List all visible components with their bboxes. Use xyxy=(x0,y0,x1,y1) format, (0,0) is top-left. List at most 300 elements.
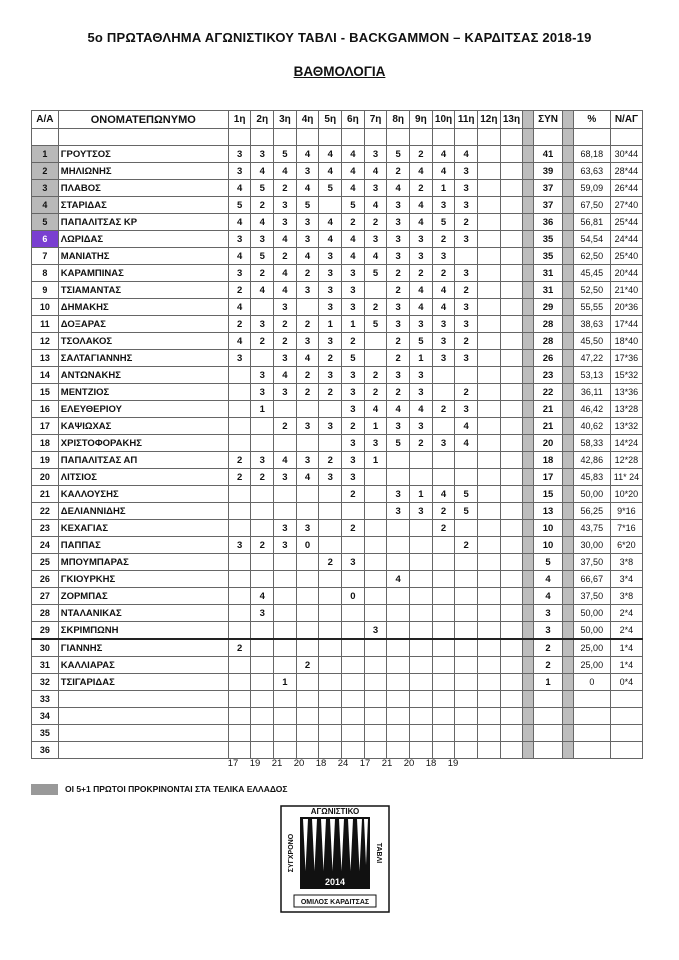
score-cell xyxy=(455,657,478,674)
round-count: 18 xyxy=(315,758,327,769)
percent-cell xyxy=(573,725,610,742)
score-cell xyxy=(500,657,523,674)
score-cell: 2 xyxy=(455,537,478,554)
table-row xyxy=(32,350,643,367)
score-cell xyxy=(410,708,433,725)
table-row xyxy=(32,622,643,640)
separator-column xyxy=(563,350,573,367)
score-cell: 3 xyxy=(251,367,274,384)
score-cell: 3 xyxy=(432,248,455,265)
score-cell: 3 xyxy=(364,146,387,163)
score-cell: 3 xyxy=(455,265,478,282)
rank-cell: 29 xyxy=(32,622,59,640)
player-name-cell: ΠΑΠΑΛΙΤΣΑΣ ΑΠ xyxy=(58,452,228,469)
score-cell xyxy=(410,554,433,571)
table-row xyxy=(32,486,643,503)
col-header-round-10: 10η xyxy=(432,111,455,129)
score-cell: 2 xyxy=(364,384,387,401)
score-cell: 3 xyxy=(296,163,319,180)
score-cell: 3 xyxy=(387,503,410,520)
col-header-name: ΟΝΟΜΑΤΕΠΩΝΥΜΟ xyxy=(58,111,228,129)
separator-column xyxy=(523,231,533,248)
player-name-cell: ΝΤΑΛΑΝΙΚΑΣ xyxy=(58,605,228,622)
col-header-round-11: 11η xyxy=(455,111,478,129)
score-cell: 2 xyxy=(251,469,274,486)
score-cell: 4 xyxy=(455,418,478,435)
table-row xyxy=(32,401,643,418)
table-row xyxy=(32,197,643,214)
ratio-cell: 17*36 xyxy=(610,350,642,367)
score-cell xyxy=(319,639,342,657)
score-cell: 3 xyxy=(364,180,387,197)
score-cell: 1 xyxy=(274,674,297,691)
total-cell: 29 xyxy=(533,299,563,316)
player-name-cell: ΠΛΑΒΟΣ xyxy=(58,180,228,197)
total-cell: 2 xyxy=(533,657,563,674)
player-name-cell xyxy=(58,742,228,759)
ratio-cell: 17*44 xyxy=(610,316,642,333)
score-cell: 3 xyxy=(432,333,455,350)
score-cell xyxy=(364,708,387,725)
score-cell xyxy=(455,248,478,265)
score-cell xyxy=(478,691,501,708)
score-cell xyxy=(296,588,319,605)
score-cell xyxy=(500,248,523,265)
col-header-round-2: 2η xyxy=(251,111,274,129)
percent-cell: 68,18 xyxy=(573,146,610,163)
total-cell: 10 xyxy=(533,520,563,537)
score-cell xyxy=(410,657,433,674)
score-cell xyxy=(500,742,523,759)
score-cell xyxy=(364,588,387,605)
separator-column xyxy=(563,554,573,571)
separator-column xyxy=(563,299,573,316)
score-cell xyxy=(387,657,410,674)
score-cell: 4 xyxy=(274,231,297,248)
score-cell xyxy=(478,231,501,248)
score-cell xyxy=(478,537,501,554)
rank-cell: 33 xyxy=(32,691,59,708)
score-cell xyxy=(500,214,523,231)
score-cell: 4 xyxy=(251,588,274,605)
score-cell xyxy=(500,316,523,333)
score-cell: 3 xyxy=(455,163,478,180)
col-header-round-7: 7η xyxy=(364,111,387,129)
percent-cell: 67,50 xyxy=(573,197,610,214)
score-cell xyxy=(228,401,251,418)
round-count: 20 xyxy=(293,758,305,769)
ratio-cell: 9*16 xyxy=(610,503,642,520)
score-cell xyxy=(478,708,501,725)
col-header-round-3: 3η xyxy=(274,111,297,129)
player-name-cell: ΠΑΠΑΛΙΤΣΑΣ ΚΡ xyxy=(58,214,228,231)
score-cell xyxy=(387,588,410,605)
score-cell xyxy=(228,435,251,452)
round-counts-row xyxy=(31,758,643,772)
score-cell xyxy=(251,299,274,316)
ratio-cell: 10*20 xyxy=(610,486,642,503)
score-cell xyxy=(432,725,455,742)
table-row xyxy=(32,452,643,469)
score-cell: 2 xyxy=(228,469,251,486)
score-cell: 3 xyxy=(342,265,365,282)
legend-swatch xyxy=(31,784,58,795)
score-cell: 3 xyxy=(387,486,410,503)
score-cell: 4 xyxy=(296,469,319,486)
percent-cell: 45,50 xyxy=(573,333,610,350)
table-row xyxy=(32,384,643,401)
separator-column xyxy=(523,452,533,469)
score-cell: 2 xyxy=(455,282,478,299)
score-cell: 1 xyxy=(410,350,433,367)
score-cell xyxy=(500,691,523,708)
separator-column xyxy=(563,452,573,469)
rank-cell: 2 xyxy=(32,163,59,180)
separator-column xyxy=(563,537,573,554)
table-row xyxy=(32,418,643,435)
score-cell xyxy=(228,554,251,571)
rank-cell: 23 xyxy=(32,520,59,537)
rank-cell: 15 xyxy=(32,384,59,401)
score-cell: 2 xyxy=(228,316,251,333)
score-cell: 4 xyxy=(228,180,251,197)
score-cell xyxy=(478,146,501,163)
score-cell xyxy=(387,452,410,469)
rank-cell: 35 xyxy=(32,725,59,742)
score-cell: 3 xyxy=(455,299,478,316)
rank-cell: 14 xyxy=(32,367,59,384)
score-cell: 3 xyxy=(387,231,410,248)
score-cell: 0 xyxy=(296,537,319,554)
percent-cell: 46,42 xyxy=(573,401,610,418)
score-cell xyxy=(478,265,501,282)
score-cell xyxy=(500,469,523,486)
score-cell xyxy=(500,401,523,418)
round-count: 24 xyxy=(337,758,349,769)
score-cell: 3 xyxy=(364,622,387,640)
round-count: 17 xyxy=(359,758,371,769)
score-cell: 3 xyxy=(410,384,433,401)
score-cell: 2 xyxy=(342,333,365,350)
percent-cell: 66,67 xyxy=(573,571,610,588)
percent-cell xyxy=(573,691,610,708)
score-cell: 4 xyxy=(274,282,297,299)
score-cell xyxy=(455,520,478,537)
total-cell: 22 xyxy=(533,384,563,401)
score-cell xyxy=(296,742,319,759)
col-header-percent: % xyxy=(573,111,610,129)
score-cell xyxy=(228,520,251,537)
separator-column xyxy=(523,163,533,180)
score-cell: 2 xyxy=(342,214,365,231)
ratio-cell: 13*32 xyxy=(610,418,642,435)
score-cell xyxy=(500,605,523,622)
separator-column xyxy=(563,111,573,129)
score-cell xyxy=(387,622,410,640)
score-cell: 3 xyxy=(274,350,297,367)
round-count: 18 xyxy=(425,758,437,769)
score-cell xyxy=(319,657,342,674)
score-cell xyxy=(500,537,523,554)
score-cell xyxy=(478,418,501,435)
total-cell: 39 xyxy=(533,163,563,180)
score-cell xyxy=(342,503,365,520)
score-cell xyxy=(455,554,478,571)
total-cell: 15 xyxy=(533,486,563,503)
col-header-rank: Α/Α xyxy=(32,111,59,129)
percent-cell: 37,50 xyxy=(573,588,610,605)
score-cell xyxy=(274,503,297,520)
score-cell: 2 xyxy=(410,435,433,452)
score-cell xyxy=(432,674,455,691)
score-cell: 3 xyxy=(387,248,410,265)
score-cell: 3 xyxy=(228,265,251,282)
ratio-cell xyxy=(610,691,642,708)
score-cell xyxy=(251,691,274,708)
separator-column xyxy=(563,657,573,674)
score-cell xyxy=(319,197,342,214)
score-cell xyxy=(478,299,501,316)
player-name-cell: ΤΣΙΓΑΡΙΔΑΣ xyxy=(58,674,228,691)
score-cell: 1 xyxy=(432,180,455,197)
score-cell xyxy=(500,265,523,282)
score-cell xyxy=(319,605,342,622)
rank-cell: 24 xyxy=(32,537,59,554)
header-row xyxy=(32,111,643,129)
player-name-cell xyxy=(58,708,228,725)
total-cell: 3 xyxy=(533,622,563,640)
score-cell: 2 xyxy=(228,452,251,469)
player-name-cell: ΣΚΡΙΜΠΩΝΗ xyxy=(58,622,228,640)
score-cell: 5 xyxy=(251,180,274,197)
score-cell xyxy=(296,401,319,418)
score-cell: 4 xyxy=(410,299,433,316)
score-cell xyxy=(251,486,274,503)
score-cell xyxy=(478,163,501,180)
score-cell xyxy=(342,708,365,725)
player-name-cell: ΚΑΡΑΜΠΙΝΑΣ xyxy=(58,265,228,282)
table-row xyxy=(32,674,643,691)
score-cell xyxy=(432,588,455,605)
score-cell xyxy=(364,469,387,486)
score-cell xyxy=(342,639,365,657)
score-cell xyxy=(319,588,342,605)
round-count: 21 xyxy=(381,758,393,769)
table-row xyxy=(32,639,643,657)
score-cell xyxy=(296,554,319,571)
score-cell xyxy=(228,486,251,503)
score-cell: 2 xyxy=(319,384,342,401)
separator-column xyxy=(523,180,533,197)
score-cell xyxy=(364,350,387,367)
score-cell xyxy=(478,486,501,503)
separator-column xyxy=(523,282,533,299)
score-cell: 3 xyxy=(228,231,251,248)
score-cell xyxy=(274,486,297,503)
percent-cell: 52,50 xyxy=(573,282,610,299)
score-cell xyxy=(410,674,433,691)
table-row xyxy=(32,605,643,622)
score-cell xyxy=(296,674,319,691)
score-cell xyxy=(478,435,501,452)
score-cell: 4 xyxy=(342,248,365,265)
score-cell: 2 xyxy=(432,520,455,537)
score-cell: 4 xyxy=(228,248,251,265)
score-cell: 5 xyxy=(364,265,387,282)
score-cell xyxy=(319,520,342,537)
table-row xyxy=(32,333,643,350)
score-cell: 3 xyxy=(387,316,410,333)
percent-cell: 62,50 xyxy=(573,248,610,265)
rank-cell: 8 xyxy=(32,265,59,282)
rank-cell: 26 xyxy=(32,571,59,588)
score-cell: 4 xyxy=(319,163,342,180)
score-cell: 5 xyxy=(228,197,251,214)
score-cell: 4 xyxy=(274,367,297,384)
score-cell: 2 xyxy=(364,367,387,384)
score-cell xyxy=(478,742,501,759)
ratio-cell: 11* 24 xyxy=(610,469,642,486)
score-cell: 4 xyxy=(432,299,455,316)
score-cell: 2 xyxy=(319,452,342,469)
rank-cell: 12 xyxy=(32,333,59,350)
score-cell: 2 xyxy=(410,146,433,163)
rank-cell: 21 xyxy=(32,486,59,503)
player-name-cell: ΣΑΛΤΑΓΙΑΝΝΗΣ xyxy=(58,350,228,367)
score-cell: 2 xyxy=(387,333,410,350)
separator-column xyxy=(563,282,573,299)
total-cell: 17 xyxy=(533,469,563,486)
score-cell xyxy=(228,708,251,725)
separator-column xyxy=(523,469,533,486)
table-row xyxy=(32,265,643,282)
score-cell: 3 xyxy=(410,316,433,333)
total-cell: 4 xyxy=(533,571,563,588)
score-cell xyxy=(455,367,478,384)
score-cell xyxy=(455,639,478,657)
separator-column xyxy=(523,657,533,674)
separator-column xyxy=(563,418,573,435)
score-cell: 1 xyxy=(410,486,433,503)
separator-column xyxy=(563,231,573,248)
table-row xyxy=(32,367,643,384)
score-cell xyxy=(500,486,523,503)
ratio-cell: 18*40 xyxy=(610,333,642,350)
rank-cell: 16 xyxy=(32,401,59,418)
score-cell xyxy=(410,725,433,742)
score-cell: 3 xyxy=(296,452,319,469)
score-cell xyxy=(455,588,478,605)
score-cell: 2 xyxy=(274,316,297,333)
score-cell: 2 xyxy=(274,180,297,197)
score-cell: 2 xyxy=(455,384,478,401)
rank-cell: 36 xyxy=(32,742,59,759)
score-cell: 3 xyxy=(342,299,365,316)
score-cell xyxy=(432,452,455,469)
score-cell: 3 xyxy=(274,537,297,554)
score-cell xyxy=(500,299,523,316)
score-cell: 3 xyxy=(296,520,319,537)
score-cell: 2 xyxy=(251,537,274,554)
score-cell xyxy=(410,571,433,588)
rank-cell: 3 xyxy=(32,180,59,197)
score-cell xyxy=(478,503,501,520)
score-cell xyxy=(364,520,387,537)
score-cell xyxy=(296,299,319,316)
score-cell: 4 xyxy=(319,214,342,231)
score-cell xyxy=(500,708,523,725)
separator-column xyxy=(523,503,533,520)
score-cell xyxy=(500,520,523,537)
score-cell: 4 xyxy=(387,401,410,418)
score-cell xyxy=(478,469,501,486)
score-cell xyxy=(387,639,410,657)
ratio-cell xyxy=(610,725,642,742)
score-cell xyxy=(364,674,387,691)
score-cell: 3 xyxy=(296,231,319,248)
col-header-ratio: Ν/ΑΓ xyxy=(610,111,642,129)
percent-cell: 25,00 xyxy=(573,639,610,657)
score-cell: 3 xyxy=(455,197,478,214)
score-cell xyxy=(228,657,251,674)
rank-cell: 5 xyxy=(32,214,59,231)
score-cell: 2 xyxy=(387,163,410,180)
score-cell xyxy=(364,571,387,588)
separator-column xyxy=(563,605,573,622)
logo-top-text: ΑΓΩΝΙΣΤΙΚΟ xyxy=(310,807,360,816)
ratio-cell: 3*4 xyxy=(610,571,642,588)
page-title: 5ο ΠΡΩΤΑΘΛΗΜΑ ΑΓΩΝΙΣΤΙΚΟΥ ΤΑΒΛΙ - BACKGAMMON – ΚΑΡΔΙΤΣΑΣ 2018-19 xyxy=(87,30,592,45)
score-cell: 2 xyxy=(387,282,410,299)
score-cell xyxy=(387,605,410,622)
player-name-cell: ΚΑΨΙΩΧΑΣ xyxy=(58,418,228,435)
score-cell xyxy=(364,657,387,674)
ratio-cell: 28*44 xyxy=(610,163,642,180)
table-row xyxy=(32,691,643,708)
score-cell: 1 xyxy=(319,316,342,333)
player-name-cell: ΜΕΝΤΖΙΟΣ xyxy=(58,384,228,401)
table-row xyxy=(32,657,643,674)
rank-cell: 18 xyxy=(32,435,59,452)
score-cell xyxy=(364,537,387,554)
score-cell: 3 xyxy=(432,197,455,214)
separator-column xyxy=(523,742,533,759)
total-cell: 3 xyxy=(533,605,563,622)
score-cell: 3 xyxy=(319,265,342,282)
rank-cell: 32 xyxy=(32,674,59,691)
score-cell: 2 xyxy=(296,657,319,674)
score-cell: 2 xyxy=(296,316,319,333)
separator-column xyxy=(563,674,573,691)
score-cell xyxy=(500,418,523,435)
separator-column xyxy=(523,418,533,435)
separator-column xyxy=(563,469,573,486)
score-cell xyxy=(500,350,523,367)
score-cell xyxy=(478,605,501,622)
score-cell: 4 xyxy=(410,214,433,231)
score-cell: 3 xyxy=(387,418,410,435)
separator-column xyxy=(563,384,573,401)
separator-column xyxy=(563,708,573,725)
separator-column xyxy=(523,111,533,129)
table-row xyxy=(32,248,643,265)
separator-column xyxy=(563,622,573,640)
total-cell: 35 xyxy=(533,231,563,248)
score-cell: 4 xyxy=(455,146,478,163)
total-cell: 4 xyxy=(533,588,563,605)
score-cell: 2 xyxy=(410,265,433,282)
score-cell xyxy=(455,469,478,486)
